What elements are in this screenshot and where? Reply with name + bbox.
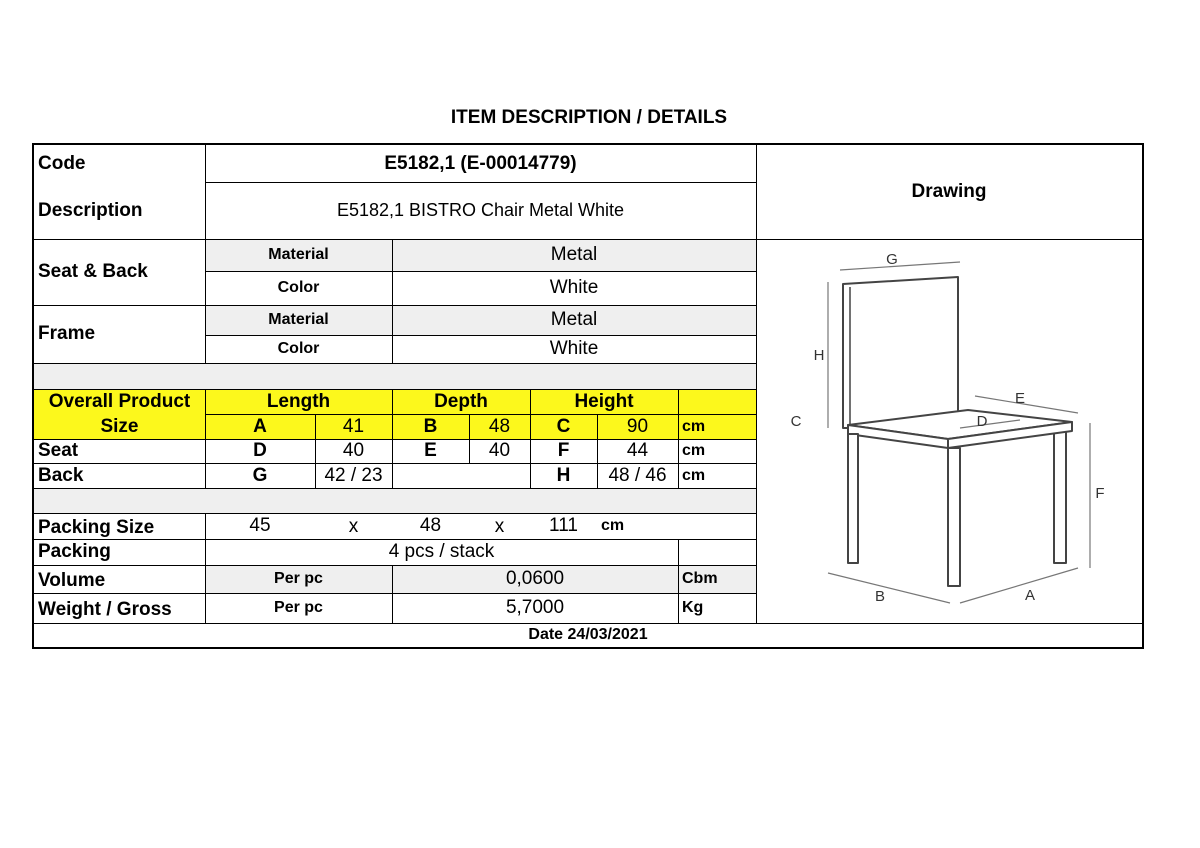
frame-color-value: White [549,338,599,359]
back-unit: cm [682,466,706,484]
chair-backrest [843,277,958,428]
dim-h-value: 48 / 46 [608,464,667,486]
drawing-letter-a: A [1024,587,1036,604]
volume-per: Per pc [274,570,323,587]
weight-per: Per pc [274,599,323,616]
drawing-letter-h: H [813,347,825,364]
packing-size-x2: x [494,516,505,537]
drawing-letter-b: B [874,588,886,605]
dim-c-label: C [556,415,571,437]
drawing-letter-f: F [1095,485,1105,502]
seat-back-material-label: Material [268,246,329,263]
spacer-shade-1 [34,363,756,389]
overall-unit: cm [682,417,706,435]
rule [34,363,756,364]
dim-b-value: 48 [488,415,511,437]
rule [34,488,756,489]
dim-e-value: 40 [488,440,511,461]
frame-material-value: Metal [550,309,598,330]
weight-label: Weight / Gross [38,599,172,620]
dim-line-e [975,396,1078,413]
dim-c-value: 90 [626,415,649,437]
packing-size-width: 45 [249,515,271,536]
drawing-letter-e: E [1014,390,1026,407]
packing-size-depth: 48 [419,515,442,536]
dim-d-label: D [253,440,267,461]
dim-h-label: H [556,464,571,486]
dim-f-label: F [557,440,570,461]
volume-label: Volume [38,570,106,591]
dim-line-a [960,568,1078,603]
dim-f-value: 44 [626,440,649,461]
packing-size-unit: cm [601,517,625,534]
dim-b-label: B [423,415,438,437]
size-label-line1: Overall Product [48,390,191,412]
back-label: Back [38,464,84,486]
packing-size-label: Packing Size [38,517,155,538]
chair-front-leg-left [848,434,858,563]
drawing-letter-g: G [886,251,898,268]
frame-material-label: Material [268,311,329,328]
volume-value: 0,0600 [505,568,565,589]
frame-color-label: Color [277,340,320,357]
dim-line-g [840,262,960,270]
page-title: ITEM DESCRIPTION / DETAILS [450,107,728,128]
spacer-shade-2 [34,488,756,513]
chair-drawing [760,238,1140,618]
dim-a-value: 41 [342,415,365,437]
description-label: Description [38,199,143,221]
packing-value: 4 pcs / stack [388,541,495,562]
weight-value: 5,7000 [505,597,565,618]
frame-label: Frame [38,323,96,344]
length-header: Length [266,390,331,412]
code-value: E5182,1 (E-00014779) [384,152,577,174]
drawing-letter-d: D [976,413,988,430]
drawing-label: Drawing [911,181,987,202]
description-value: E5182,1 BISTRO Chair Metal White [336,200,625,220]
seat-label: Seat [38,440,79,461]
seat-back-material-value: Metal [550,244,598,265]
depth-header: Depth [434,390,488,412]
volume-unit: Cbm [682,570,718,587]
dim-line-b [828,573,950,603]
dim-d-value: 40 [342,440,365,461]
chair-front-leg-right [948,448,960,586]
drawing-letter-c: C [790,413,802,430]
dim-a-label: A [253,415,267,437]
weight-unit: Kg [682,599,704,616]
height-header: Height [574,390,634,412]
seat-back-label: Seat & Back [38,261,148,282]
seat-back-color-value: White [549,277,599,298]
seat-back-color-label: Color [277,279,320,296]
size-label-line2: Size [100,415,139,437]
dim-e-label: E [424,440,437,461]
packing-label: Packing [38,541,111,562]
packing-size-x1: x [348,516,359,537]
dim-g-value: 42 / 23 [324,464,383,486]
dim-g-label: G [252,464,268,486]
date-footer: Date 24/03/2021 [528,626,648,643]
packing-size-height: 111 [549,515,578,536]
chair-back-leg-right [1054,428,1066,563]
seat-unit: cm [682,442,706,459]
code-label: Code [38,152,86,174]
